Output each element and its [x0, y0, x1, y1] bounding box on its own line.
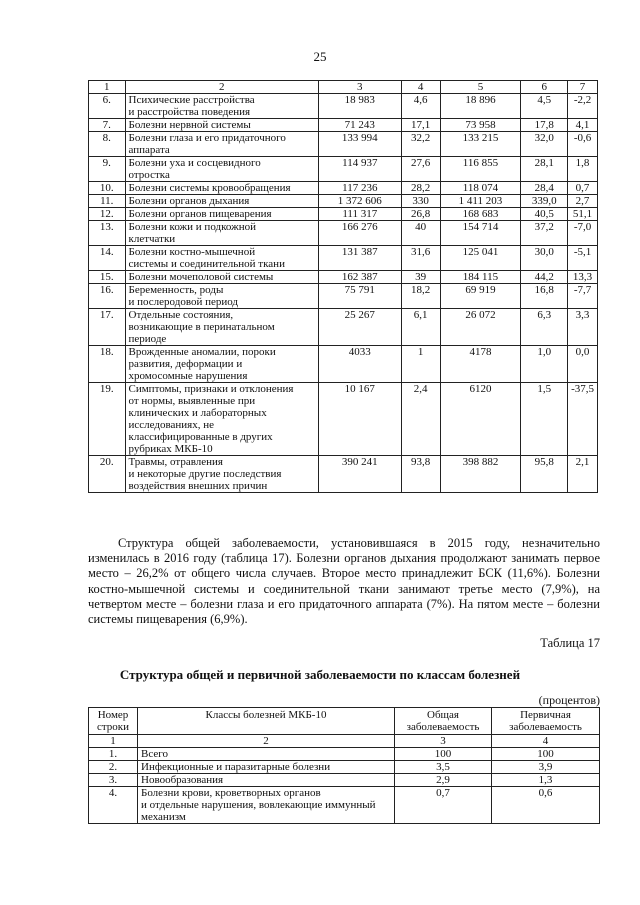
value-cell: 3,3	[568, 309, 598, 346]
cell-line: Беременность, роды	[128, 284, 224, 296]
value-cell: 184 115	[440, 271, 521, 284]
cell-line: механизм	[141, 811, 186, 823]
disease-class	[125, 94, 319, 119]
disease-class	[125, 157, 319, 182]
value-cell: -5,1	[568, 246, 598, 271]
cell-line: развития, деформации и	[128, 358, 243, 370]
value-cell: -7,7	[568, 284, 598, 309]
cell-line: отростка	[128, 169, 170, 181]
col-number: 3	[395, 735, 492, 748]
col-number: 2	[138, 735, 395, 748]
table-row	[89, 132, 598, 157]
disease-class	[125, 271, 319, 284]
value-cell: 3,5	[395, 761, 492, 774]
col-number: 1	[89, 735, 138, 748]
value-cell: 18 983	[319, 94, 402, 119]
cell-line: Инфекционные и паразитарные болезни	[141, 761, 331, 773]
header-line: Первичная	[520, 709, 571, 721]
row-number: 11.	[89, 195, 126, 208]
disease-class	[125, 182, 319, 195]
header-line: Номер	[97, 709, 129, 721]
cell-line: от нормы, выявленные при	[128, 395, 256, 407]
value-cell: 390 241	[319, 456, 402, 493]
table-row	[89, 157, 598, 182]
value-cell: 6,3	[521, 309, 568, 346]
disease-class	[125, 284, 319, 309]
value-cell: 75 791	[319, 284, 402, 309]
cell-line: Врожденные аномалии, пороки	[128, 346, 276, 358]
value-cell: 17,1	[401, 119, 440, 132]
value-cell: 131 387	[319, 246, 402, 271]
cell-line: периоде	[128, 333, 167, 345]
table-row	[89, 94, 598, 119]
disease-class	[125, 221, 319, 246]
header-line: Общая	[427, 709, 459, 721]
row-number: 13.	[89, 221, 126, 246]
value-cell: 39	[401, 271, 440, 284]
header-line: строки	[96, 721, 130, 733]
cell-line: Болезни кожи и подкожной	[128, 221, 256, 233]
table-17	[88, 707, 600, 824]
table-17-body	[89, 708, 600, 824]
value-cell: 27,6	[401, 157, 440, 182]
value-cell: 116 855	[440, 157, 521, 182]
col-header-class: Классы болезней МКБ-10	[138, 708, 395, 735]
row-number: 1.	[89, 748, 138, 761]
value-cell: 4,1	[568, 119, 598, 132]
table-header-row	[89, 81, 598, 94]
col-header-primary	[492, 708, 600, 735]
disease-class	[138, 761, 395, 774]
value-cell: 133 994	[319, 132, 402, 157]
table-row	[89, 271, 598, 284]
row-number: 9.	[89, 157, 126, 182]
units-label: (процентов)	[538, 693, 600, 707]
value-cell: 4033	[319, 346, 402, 383]
row-number: 2.	[89, 761, 138, 774]
cell-line: Болезни системы кровообращения	[128, 182, 291, 194]
table-row	[89, 221, 598, 246]
value-cell: 4,5	[521, 94, 568, 119]
value-cell: 71 243	[319, 119, 402, 132]
cell-line: Отдельные состояния,	[128, 309, 234, 321]
table-row	[89, 383, 598, 456]
body-paragraph: Структура общей заболеваемости, установившаяся в 2015 году, незначительно изменилась в 2016 году (таблица 17). Болезни органов дыхания продолжают занимать первое место – 26,2% от общего числа случаев. Второе место принадлежит БСК (11,6%). Болезни костно-мышечной системы и соединительной ткани занимают третье место (7,9%), на четвертом месте – болезни глаза и его придаточного аппарата (7%). На пятом месте – болезни системы пищеварения (6,9%).	[88, 536, 600, 627]
cell-line: воздействия внешних причин	[128, 480, 268, 492]
col-header: 7	[568, 81, 598, 94]
cell-line: классифицированные в других	[128, 431, 273, 443]
table-row	[89, 119, 598, 132]
value-cell: 1,0	[521, 346, 568, 383]
header-line: заболеваемость	[406, 721, 480, 733]
disease-class	[125, 346, 319, 383]
cell-line: хромосомные нарушения	[128, 370, 248, 382]
value-cell: 3,9	[492, 761, 600, 774]
cell-line: Симптомы, признаки и отклонения	[128, 383, 294, 395]
disease-class	[125, 309, 319, 346]
value-cell: 0,6	[492, 787, 600, 824]
value-cell: 69 919	[440, 284, 521, 309]
value-cell: -2,2	[568, 94, 598, 119]
disease-class	[125, 383, 319, 456]
value-cell: 40,5	[521, 208, 568, 221]
value-cell: 4,6	[401, 94, 440, 119]
header-line: заболеваемость	[509, 721, 582, 733]
table-row	[89, 208, 598, 221]
row-number: 17.	[89, 309, 126, 346]
row-number: 16.	[89, 284, 126, 309]
value-cell: -7,0	[568, 221, 598, 246]
table-numbering-row	[89, 735, 600, 748]
table-row	[89, 774, 600, 787]
value-cell: 111 317	[319, 208, 402, 221]
cell-line: клетчатки	[128, 233, 176, 245]
disease-class	[125, 132, 319, 157]
disease-class	[138, 748, 395, 761]
col-header: 6	[521, 81, 568, 94]
col-header-total	[395, 708, 492, 735]
col-header: 5	[440, 81, 521, 94]
value-cell: 25 267	[319, 309, 402, 346]
table-row	[89, 346, 598, 383]
value-cell: 32,0	[521, 132, 568, 157]
value-cell: 10 167	[319, 383, 402, 456]
disease-class	[125, 119, 319, 132]
cell-line: Болезни костно-мышечной	[128, 246, 256, 258]
row-number: 6.	[89, 94, 126, 119]
table-caption: Таблица 17	[540, 636, 600, 650]
cell-line: Травмы, отравления	[128, 456, 223, 468]
value-cell: 330	[401, 195, 440, 208]
table-row	[89, 787, 600, 824]
value-cell: 0,7	[395, 787, 492, 824]
value-cell: 2,7	[568, 195, 598, 208]
col-header: 2	[125, 81, 319, 94]
value-cell: 1,3	[492, 774, 600, 787]
cell-line: Болезни нервной системы	[128, 119, 251, 131]
page-number: 25	[313, 49, 327, 64]
value-cell: 51,1	[568, 208, 598, 221]
table-16-body	[89, 81, 598, 493]
row-number: 10.	[89, 182, 126, 195]
value-cell: 168 683	[440, 208, 521, 221]
row-number: 12.	[89, 208, 126, 221]
value-cell: 4178	[440, 346, 521, 383]
value-cell: 37,2	[521, 221, 568, 246]
row-number: 15.	[89, 271, 126, 284]
row-number: 18.	[89, 346, 126, 383]
value-cell: 93,8	[401, 456, 440, 493]
table-row	[89, 748, 600, 761]
value-cell: 1 372 606	[319, 195, 402, 208]
value-cell: 117 236	[319, 182, 402, 195]
value-cell: -37,5	[568, 383, 598, 456]
value-cell: 18 896	[440, 94, 521, 119]
cell-line: рубриках МКБ-10	[128, 443, 213, 455]
value-cell: 162 387	[319, 271, 402, 284]
value-cell: 2,1	[568, 456, 598, 493]
value-cell: 30,0	[521, 246, 568, 271]
value-cell: 28,2	[401, 182, 440, 195]
table-title: Структура общей и первичной заболеваемости по классам болезней	[119, 667, 521, 682]
table-row	[89, 182, 598, 195]
cell-line: аппарата	[128, 144, 170, 156]
table-row	[89, 761, 600, 774]
value-cell: 2,9	[395, 774, 492, 787]
value-cell: 6,1	[401, 309, 440, 346]
table-row	[89, 284, 598, 309]
row-number: 3.	[89, 774, 138, 787]
col-header: 3	[319, 81, 402, 94]
disease-class	[125, 195, 319, 208]
value-cell: 166 276	[319, 221, 402, 246]
row-number: 14.	[89, 246, 126, 271]
row-number: 20.	[89, 456, 126, 493]
value-cell: 16,8	[521, 284, 568, 309]
value-cell: 125 041	[440, 246, 521, 271]
value-cell: 154 714	[440, 221, 521, 246]
row-number: 4.	[89, 787, 138, 824]
row-number: 7.	[89, 119, 126, 132]
value-cell: 13,3	[568, 271, 598, 284]
value-cell: 114 937	[319, 157, 402, 182]
value-cell: 95,8	[521, 456, 568, 493]
value-cell: 32,2	[401, 132, 440, 157]
disease-class	[138, 787, 395, 824]
value-cell: 18,2	[401, 284, 440, 309]
cell-line: и расстройства поведения	[128, 106, 251, 118]
value-cell: 17,8	[521, 119, 568, 132]
value-cell: -0,6	[568, 132, 598, 157]
row-number: 8.	[89, 132, 126, 157]
table-16	[88, 80, 598, 493]
value-cell: 6120	[440, 383, 521, 456]
value-cell: 73 958	[440, 119, 521, 132]
cell-line: Болезни мочеполовой системы	[128, 271, 274, 283]
table-row	[89, 456, 598, 493]
value-cell: 398 882	[440, 456, 521, 493]
col-header: 4	[401, 81, 440, 94]
value-cell: 31,6	[401, 246, 440, 271]
value-cell: 1 411 203	[440, 195, 521, 208]
value-cell: 339,0	[521, 195, 568, 208]
row-number: 19.	[89, 383, 126, 456]
col-number: 4	[492, 735, 600, 748]
value-cell: 100	[492, 748, 600, 761]
cell-line: системы и соединительной ткани	[128, 258, 285, 270]
value-cell: 100	[395, 748, 492, 761]
cell-line: исследованиях, не	[128, 419, 215, 431]
cell-line: Всего	[141, 748, 168, 760]
value-cell: 28,4	[521, 182, 568, 195]
value-cell: 1,8	[568, 157, 598, 182]
cell-line: и некоторые другие последствия	[128, 468, 282, 480]
value-cell: 28,1	[521, 157, 568, 182]
value-cell: 0,7	[568, 182, 598, 195]
value-cell: 133 215	[440, 132, 521, 157]
cell-line: Болезни органов пищеварения	[128, 208, 272, 220]
col-header: 1	[89, 81, 126, 94]
value-cell: 118 074	[440, 182, 521, 195]
table-header-row	[89, 708, 600, 735]
table-row	[89, 195, 598, 208]
cell-line: Болезни органов дыхания	[128, 195, 250, 207]
disease-class	[125, 456, 319, 493]
value-cell: 44,2	[521, 271, 568, 284]
cell-line: Болезни уха и сосцевидного	[128, 157, 261, 169]
value-cell: 26 072	[440, 309, 521, 346]
disease-class	[138, 774, 395, 787]
col-header-row-number	[89, 708, 138, 735]
value-cell: 2,4	[401, 383, 440, 456]
cell-line: возникающие в перинатальном	[128, 321, 275, 333]
value-cell: 26,8	[401, 208, 440, 221]
cell-line: и отдельные нарушения, вовлекающие иммунный	[141, 799, 376, 811]
cell-line: Психические расстройства	[128, 94, 255, 106]
table-row	[89, 309, 598, 346]
cell-line: Болезни глаза и его придаточного	[128, 132, 286, 144]
value-cell: 1,5	[521, 383, 568, 456]
disease-class	[125, 246, 319, 271]
cell-line: клинических и лабораторных	[128, 407, 267, 419]
value-cell: 0,0	[568, 346, 598, 383]
cell-line: Новообразования	[141, 774, 224, 786]
value-cell: 1	[401, 346, 440, 383]
cell-line: Болезни крови, кроветворных органов	[141, 787, 321, 799]
value-cell: 40	[401, 221, 440, 246]
cell-line: и послеродовой период	[128, 296, 239, 308]
table-row	[89, 246, 598, 271]
disease-class	[125, 208, 319, 221]
